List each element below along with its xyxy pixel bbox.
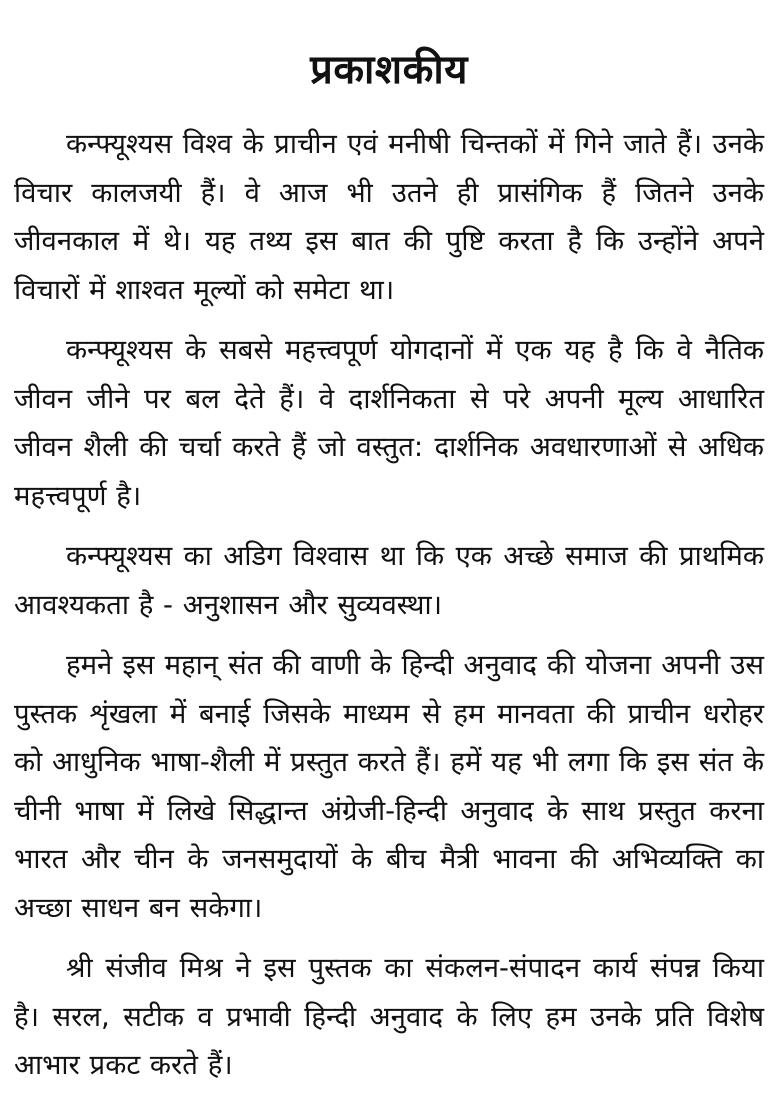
paragraph-3: कन्फ्यूश्यस का अडिग विश्वास था कि एक अच्छे समाज की प्राथमिक आवश्यकता है - अनुशासन और सुव्यवस्था। — [14, 540, 764, 621]
paragraph-4: हमने इस महान् संत की वाणी के हिन्दी अनुवाद की योजना अपनी उस पुस्तक शृंखला में बनाई जिसके माध्यम से हम मानवता की प्राचीन धरोहर को आधुनिक भाषा-शैली में प्रस्तुत करते हैं। हमें यह भी लगा कि इस संत के चीनी भाषा में लिखे सिद्धान्त अंग्रेजी-हिन्दी अनुवाद के साथ प्रस्तुत करना भारत और चीन के जनसमुदायों के बीच मैत्री भावना की अभिव्यक्ति का अच्छा साधन बन सकेगा। — [14, 649, 764, 924]
page-title: प्रकाशकीय — [310, 47, 468, 93]
paragraph-1: कन्फ्यूश्यस विश्व के प्राचीन एवं मनीषी चिन्तकों में गिने जाते हैं। उनके विचार कालजयी हैं। वे आज भी उतने ही प्रासंगिक हैं जितने उनके जीवनकाल में थे। यह तथ्य इस बात की पुष्टि करता है कि उन्होंने अपने विचारों में शाश्वत मूल्यों को समेटा था। — [14, 128, 764, 306]
paragraph-2: कन्फ्यूश्यस के सबसे महत्त्वपूर्ण योगदानों में एक यह है कि वे नैतिक जीवन जीने पर बल देते हैं। वे दार्शनिकता से परे अपनी मूल्य आधारित जीवन शैली की चर्चा करते हैं जो वस्तुत: दार्शनिक अवधारणाओं से अधिक महत्त्वपूर्ण है। — [14, 334, 764, 512]
paragraph-5: श्री संजीव मिश्र ने इस पुस्तक का संकलन-संपादन कार्य संपन्न किया है। सरल, सटीक व प्रभावी हिन्दी अनुवाद के लिए हम उनके प्रति विशेष आभार प्रकट करते हैं। — [14, 952, 764, 1081]
